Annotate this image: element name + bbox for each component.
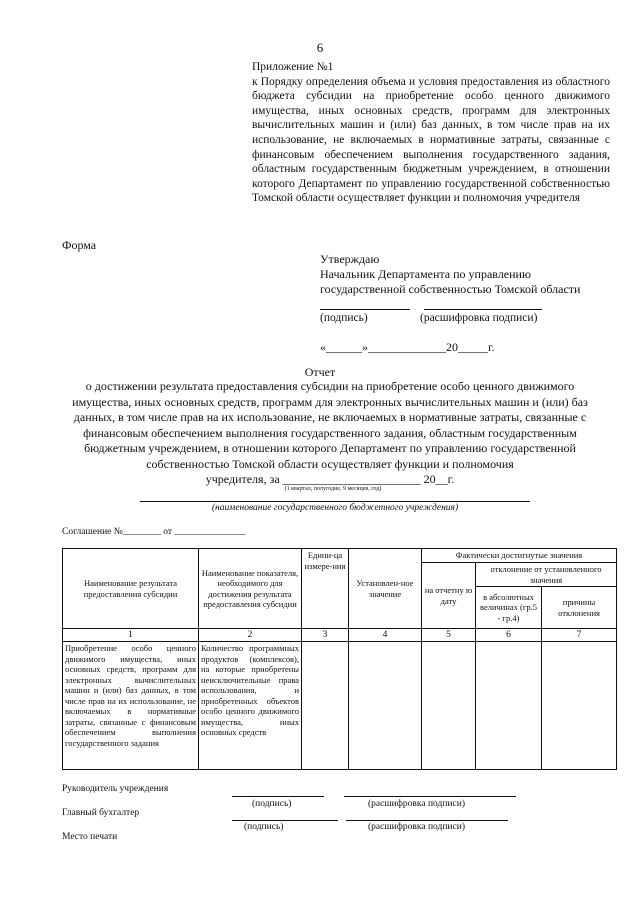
cell-unit: [302, 642, 349, 770]
accountant-signature-label: (подпись): [244, 822, 284, 832]
report-body-text: о достижении результата предоставления субсидии на приобретение особо ценного движимого имущества, иных основных средств, программ для электронных вычислительных машин и (или) баз данных, в том числе прав на их использование, не включаемых в нормативные затраты, связанные с финансовым обеспечением выполнения государственного задания, областным государственным бюджетным учреждением, в отношении которого Департамент по управлению государственной собственностью Томской области осуществляет функции и полномочия: [72, 379, 588, 471]
accountant-decoding-label: (расшифровка подписи): [368, 822, 465, 832]
col-number-6: 6: [476, 629, 542, 642]
header-unit: Едини-ца измере-ния: [302, 549, 349, 629]
report-period-note: (1 квартал, полугодие, 9 месяцев, год): [284, 486, 382, 492]
approver-signature-label: (подпись): [320, 312, 368, 324]
page-number: 6: [316, 40, 324, 55]
header-on-date: на отчетну ю дату: [422, 563, 476, 629]
col-number-1: 1: [63, 629, 199, 642]
col-number-2: 2: [199, 629, 302, 642]
report-period-field: [282, 472, 421, 492]
approver-decoding-line: [424, 309, 542, 310]
cell-indicator: Количество программных продуктов (комплексов), на которые приобретены неисключительные права использования, и приобретенных объектов особо ценного движимого имущества, иных основных средств: [199, 642, 302, 770]
approver-signature-line: [320, 309, 410, 310]
header-absolute: в абсолютных величинах (гр.5 - гр.4): [476, 587, 542, 629]
header-indicator: Наименование показателя, необходимого для достижения результата предоставления субсидии: [199, 549, 302, 629]
col-number-5: 5: [422, 629, 476, 642]
head-label: Руководитель учреждения: [62, 784, 169, 794]
stamp-label: Место печати: [62, 832, 118, 842]
results-table: [62, 548, 617, 770]
header-reasons: причины отклонения: [542, 587, 617, 629]
col-number-4: 4: [349, 629, 422, 642]
accountant-decoding-line: [346, 820, 508, 821]
cell-reasons: [542, 642, 617, 770]
approver-position-line1: Начальник Департамента по управлению: [320, 267, 531, 281]
appendix-title: Приложение №1: [252, 61, 334, 73]
head-signature-line: [232, 796, 324, 797]
report-body: [60, 379, 600, 492]
header-planned: Установлен-ное значение: [349, 549, 422, 629]
table-row: [63, 642, 617, 770]
header-actual: Фактически достигнутые значения: [422, 549, 617, 563]
header-deviation: отклонение от установленного значения: [476, 563, 617, 587]
cell-result: Приобретение особо ценного движимого имущества, иных основных средств, программ для электронных вычислительных машин и (или) баз данных, в том числе прав на их использование, не включаемых в нормативные затраты, связанные с финансовым обеспечением выполнения государственного задания: [63, 642, 199, 770]
report-last-line-prefix: учредителя, за: [205, 472, 280, 486]
form-label: Форма: [62, 238, 97, 252]
approver-decoding-label: (расшифровка подписи): [420, 312, 538, 324]
appendix-block: [252, 60, 610, 206]
approval-date-line: «______»_____________20_____г.: [320, 340, 495, 354]
col-number-7: 7: [542, 629, 617, 642]
accountant-signature-line: [232, 820, 338, 821]
accountant-label: Главный бухгалтер: [62, 808, 140, 818]
col-number-3: 3: [302, 629, 349, 642]
head-decoding-line: [344, 796, 516, 797]
org-name-line: [140, 501, 530, 502]
cell-absolute: [476, 642, 542, 770]
approve-word: Утверждаю: [320, 252, 380, 266]
approver-position-line2: государственной собственностью Томской области: [320, 282, 581, 296]
cell-actual: [422, 642, 476, 770]
cell-planned: [349, 642, 422, 770]
appendix-text: к Порядку определения объема и условия предоставления из областного бюджета субсидии на приобретение особо ценного движимого имущества, иных основных средств, программ для электронных вычислительных машин и (или) баз данных, в том числе прав на их использование, не включаемых в нормативные затраты, связанные с финансовым обеспечением выполнения государственного задания, областным государственным бюджетным учреждением, в отношении которого Департамент по управлению государственной собственностью Томской области осуществляет функции и полномочия учредителя: [252, 75, 610, 205]
agreement-line: Соглашение №________ от _______________: [62, 527, 246, 537]
report-title: Отчет: [304, 365, 336, 379]
header-result: Наименование результата предоставления субсидии: [63, 549, 199, 629]
report-period-suffix: 20__г.: [423, 472, 455, 486]
head-decoding-label: (расшифровка подписи): [368, 799, 465, 809]
org-name-note: (наименование государственного бюджетного учреждения): [211, 503, 459, 513]
head-signature-label: (подпись): [252, 799, 292, 809]
approval-block: [320, 252, 620, 297]
report-period-blank: _______________________: [282, 472, 421, 486]
